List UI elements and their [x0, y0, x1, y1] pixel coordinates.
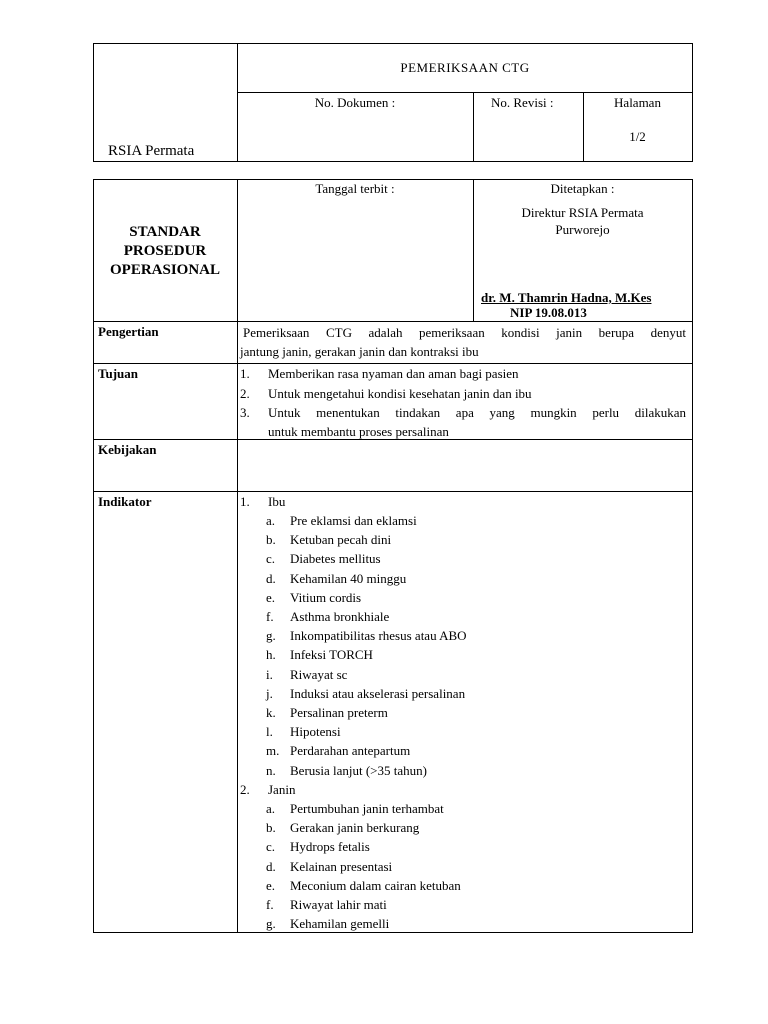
- list-item-text: Pertumbuhan janin terhambat: [290, 801, 444, 816]
- list-item-text: Induksi atau akselerasi persalinan: [290, 685, 466, 701]
- list-item-text: Perdarahan antepartum: [290, 743, 411, 759]
- list-item-text: Kehamilan 40 minggu: [290, 570, 407, 586]
- list-item-text: Kelainan presentasi: [290, 858, 393, 874]
- list-item-letter: i.: [266, 666, 273, 682]
- list-item-letter: d.: [266, 858, 276, 874]
- list-item-letter: f.: [266, 897, 274, 912]
- list-item-letter: a.: [266, 801, 276, 816]
- list-item-text: Asthma bronkhiale: [290, 609, 390, 624]
- signer-nip: NIP 19.08.013: [510, 305, 587, 320]
- list-item-text: Inkompatibilitas rhesus atau ABO: [290, 628, 467, 644]
- list-item-letter: l.: [266, 724, 273, 740]
- list-item-text: Pre eklamsi dan eklamsi: [290, 513, 417, 528]
- tujuan-item-cont: untuk membantu proses persalinan: [268, 424, 449, 439]
- list-item-text: Gerakan janin berkurang: [290, 820, 420, 836]
- list-item: [266, 763, 427, 779]
- tujuan-item: 3. Untuk menentukan tindakan apa yang mungkin perlu dilakukan: [240, 405, 686, 420]
- list-item-text: Hydrops fetalis: [290, 839, 370, 855]
- pengertian-line1: Pemeriksaan CTG adalah pemeriksaan kondisi janin berupa denyut: [243, 325, 686, 340]
- list-item-text: Vitium cordis: [290, 589, 362, 605]
- list-item-text: Infeksi TORCH: [290, 647, 373, 663]
- list-item: [266, 647, 373, 663]
- sop-title-line3: OPERASIONAL: [109, 262, 221, 278]
- list-item-letter: g.: [266, 916, 276, 932]
- tujuan-label: Tujuan: [98, 366, 138, 381]
- hospital-name: RSIA Permata: [108, 143, 195, 159]
- list-item-letter: b.: [266, 820, 276, 836]
- list-item-letter: e.: [266, 589, 276, 605]
- list-item-letter: m.: [266, 743, 280, 759]
- list-item: [266, 820, 419, 836]
- direktur-line2: Purworejo: [555, 222, 610, 237]
- list-item-letter: j.: [266, 685, 273, 701]
- signer-name: dr. M. Thamrin Hadna, M.Kes: [481, 290, 652, 305]
- list-item-letter: a.: [266, 513, 276, 528]
- tujuan-item: 1. Memberikan rasa nyaman dan aman bagi pasien: [240, 366, 519, 381]
- list-item: [266, 551, 381, 567]
- list-item: [266, 609, 389, 625]
- list-item-text: Ketuban pecah dini: [290, 532, 392, 548]
- list-item-text: Kehamilan gemelli: [290, 916, 390, 932]
- list-item: [266, 705, 388, 721]
- no-revisi-label: No. Revisi :: [491, 95, 554, 110]
- indikator-group-ibu: 1. Ibu: [240, 494, 286, 509]
- list-item-text: Riwayat lahir mati: [290, 897, 387, 912]
- indikator-label: Indikator: [98, 494, 152, 509]
- tanggal-terbit-label: Tanggal terbit :: [315, 181, 395, 196]
- indikator-group-janin: 2. Janin: [240, 782, 296, 797]
- list-item: [266, 590, 361, 606]
- list-item: [266, 897, 387, 913]
- list-item-text: Persalinan preterm: [290, 705, 388, 720]
- list-item: [266, 859, 392, 875]
- list-item-letter: c.: [266, 839, 276, 855]
- document-title: PEMERIKSAAN CTG: [400, 60, 530, 75]
- list-item: [266, 513, 417, 529]
- list-item: [266, 628, 467, 644]
- list-item: [266, 878, 461, 894]
- list-item-letter: b.: [266, 532, 276, 548]
- sop-title-line1: STANDAR: [129, 224, 201, 240]
- list-item-letter: c.: [266, 551, 276, 567]
- no-dokumen-label: No. Dokumen :: [314, 95, 396, 110]
- list-item-letter: h.: [266, 647, 276, 663]
- direktur-line1: Direktur RSIA Permata: [521, 205, 644, 220]
- list-item-text: Diabetes mellitus: [290, 551, 381, 567]
- list-item-text: Riwayat sc: [290, 666, 348, 682]
- halaman-value: 1/2: [629, 129, 646, 144]
- list-item-letter: k.: [266, 705, 276, 720]
- pengertian-line2: jantung janin, gerakan janin dan kontraksi ibu: [240, 344, 479, 359]
- pengertian-label: Pengertian: [98, 324, 159, 339]
- list-item-text: Berusia lanjut (>35 tahun): [290, 762, 427, 778]
- list-item-letter: g.: [266, 628, 276, 644]
- list-item: [266, 801, 444, 817]
- list-item: [266, 667, 347, 683]
- list-item-letter: n.: [266, 762, 276, 778]
- list-item: [266, 571, 406, 587]
- list-item: [266, 743, 410, 759]
- list-item-text: Hipotensi: [290, 724, 341, 740]
- list-item-letter: f.: [266, 609, 274, 624]
- list-item: [266, 686, 465, 702]
- list-item-text: Meconium dalam cairan ketuban: [290, 877, 461, 893]
- ditetapkan-label: Ditetapkan :: [550, 181, 615, 196]
- list-item-letter: d.: [266, 570, 276, 586]
- halaman-label: Halaman: [614, 95, 661, 110]
- kebijakan-label: Kebijakan: [98, 442, 157, 457]
- list-item: [266, 532, 391, 548]
- list-item: [266, 916, 389, 932]
- list-item: [266, 839, 370, 855]
- sop-title-line2: PROSEDUR: [123, 243, 207, 259]
- tujuan-item: 2. Untuk mengetahui kondisi kesehatan janin dan ibu: [240, 386, 532, 401]
- list-item: [266, 724, 341, 740]
- list-item-letter: e.: [266, 877, 276, 893]
